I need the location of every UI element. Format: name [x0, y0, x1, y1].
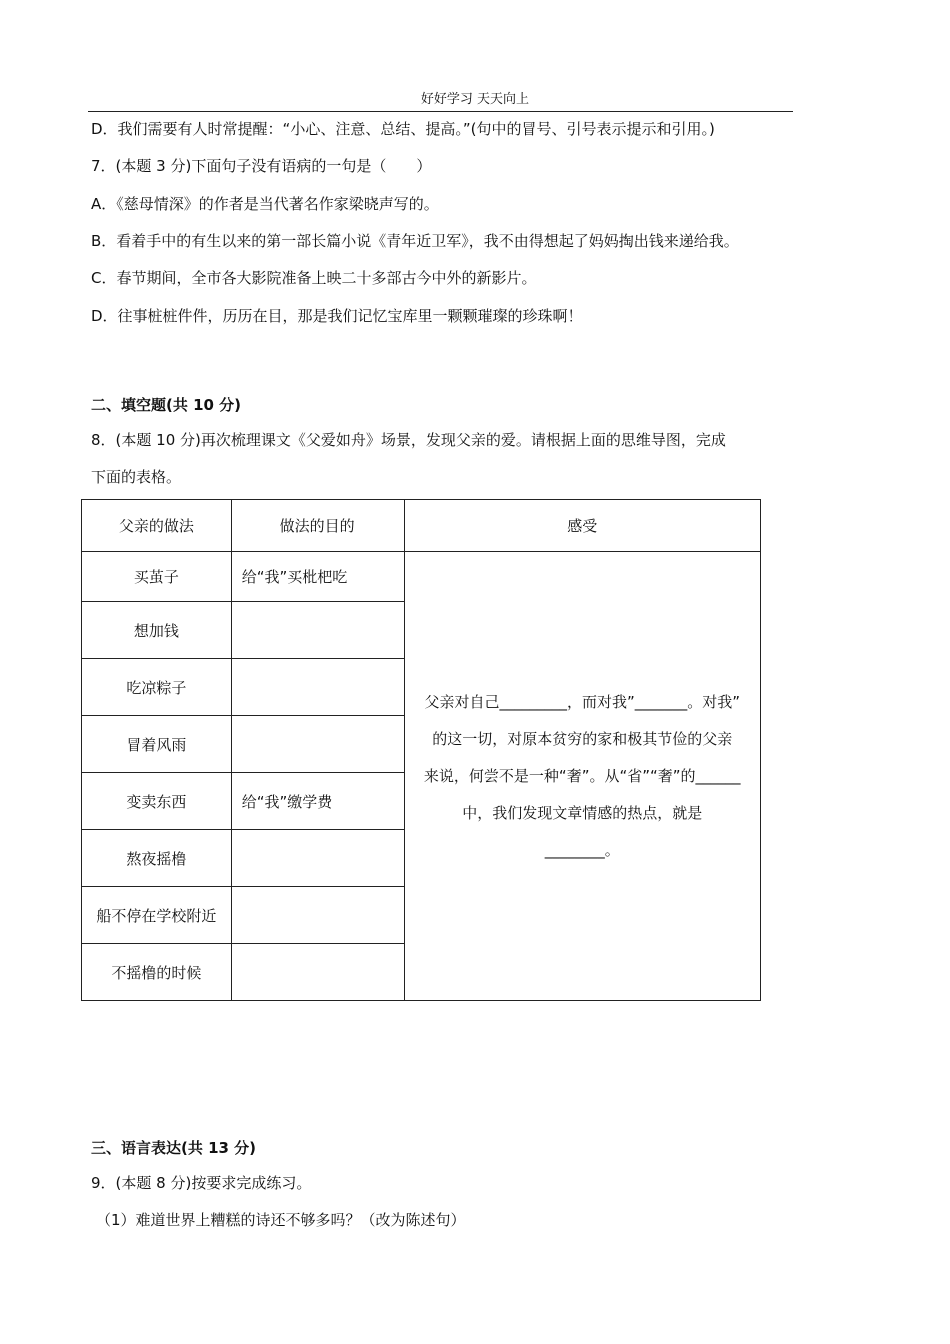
action-cell: 买茧子: [82, 552, 232, 602]
header-divider: [88, 111, 793, 112]
purpose-cell: 给“我”买枇杷吃: [231, 552, 404, 602]
action-cell: 冒着风雨: [82, 716, 232, 773]
table-header-purpose: 做法的目的: [231, 500, 404, 552]
action-cell: 船不停在学校附近: [82, 887, 232, 944]
feeling-cell: [404, 552, 761, 1001]
page-header: 好好学习 天天向上: [420, 92, 530, 107]
section-3-heading: 三、语言表达(共 13 分): [91, 1139, 257, 1157]
question-7-option-b: B．看着手中的有生以来的第一部长篇小说《青年近卫军》，我不由得想起了妈妈掏出钱来递给我。: [91, 232, 739, 250]
feeling-line-2: 的这一切，对原本贫穷的家和极其节俭的父亲: [432, 729, 733, 748]
feeling-line-3: 来说，何尝不是一种“奢”。从“省”“奢”的______: [423, 766, 741, 785]
question-7-option-a: A．《慈母情深》的作者是当代著名作家梁晓声写的。: [91, 195, 439, 213]
action-cell: 吃凉粽子: [82, 659, 232, 716]
feeling-line-1: 父亲对自己_________，而对我”_______。对我”: [424, 692, 741, 711]
table-header-action: 父亲的做法: [82, 500, 232, 552]
feeling-line-5: ________。: [544, 840, 620, 859]
question-7-stem: 7．(本题 3 分)下面句子没有语病的一句是（ ）: [91, 157, 432, 175]
action-cell: 熬夜摇橹: [82, 830, 232, 887]
question-9-part-1: （1）难道世界上糟糕的诗还不够多吗？（改为陈述句）: [96, 1211, 466, 1229]
question-9-stem: 9．(本题 8 分)按要求完成练习。: [91, 1174, 312, 1192]
father-love-table: [81, 499, 761, 1001]
question-6-option-d: D．我们需要有人时常提醒：“小心、注意、总结、提高。”(句中的冒号、引号表示提示和引用。): [91, 120, 715, 138]
purpose-cell: [231, 830, 404, 887]
purpose-cell: [231, 602, 404, 659]
feeling-line-4: 中，我们发现文章情感的热点，就是: [462, 803, 703, 822]
action-cell: 想加钱: [82, 602, 232, 659]
question-8-stem-line-1: 8．(本题 10 分)再次梳理课文《父爱如舟》场景，发现父亲的爱。请根据上面的思维导图，完成: [91, 431, 726, 449]
section-2-heading: 二、填空题(共 10 分): [91, 396, 242, 414]
table-header-feeling: 感受: [404, 500, 761, 552]
question-7-option-d: D．往事桩桩件件，历历在目，那是我们记忆宝库里一颗颗璀璨的珍珠啊！: [91, 307, 583, 325]
table-row: [82, 552, 761, 602]
purpose-cell: [231, 887, 404, 944]
purpose-cell: [231, 659, 404, 716]
question-7-option-c: C．春节期间，全市各大影院准备上映二十多部古今中外的新影片。: [91, 269, 537, 287]
purpose-cell: [231, 944, 404, 1001]
action-cell: 变卖东西: [82, 773, 232, 830]
purpose-cell: [231, 716, 404, 773]
question-8-stem-line-2: 下面的表格。: [91, 468, 182, 486]
action-cell: 不摇橹的时候: [82, 944, 232, 1001]
purpose-cell: 给“我”缴学费: [231, 773, 404, 830]
